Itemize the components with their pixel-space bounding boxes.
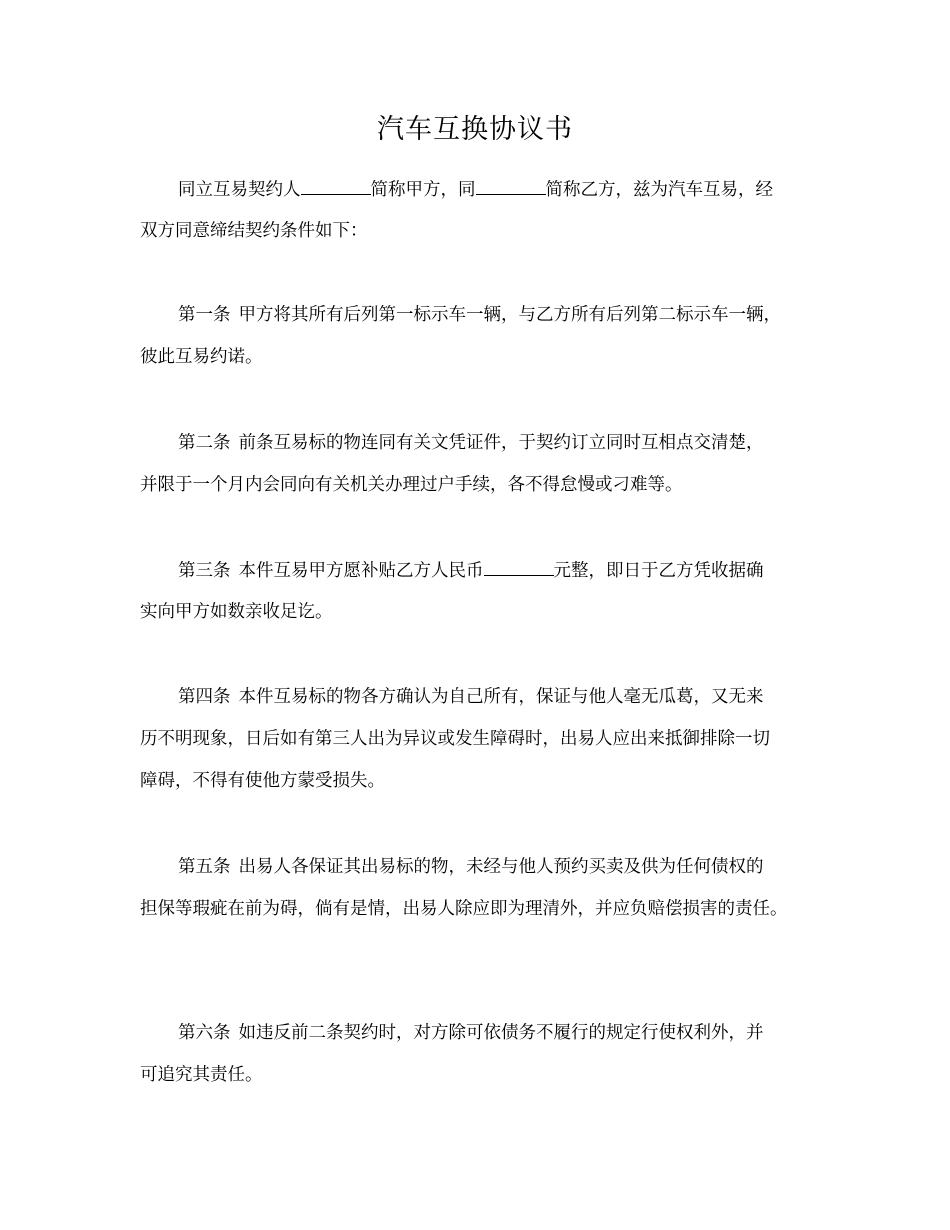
intro-line-2: 双方同意缔结契约条件如下： [140,221,368,241]
article-5-line-2: 担保等瑕疵在前为碍，倘有是情，出易人除应即为理清外，并应负赔偿损害的责任。 [140,899,788,919]
article-4-line-3: 障碍，不得有使他方蒙受损失。 [140,771,385,791]
article-1-line-2: 彼此互易约诺。 [140,347,263,367]
article-3-text-2: 元整，即日于乙方凭收据确 [553,561,764,581]
article-5-text: 出易人各保证其出易标的物，未经与他人预约买卖及供为任何债权的 [238,857,764,877]
intro-text-1: 同立互易契约人 [178,180,301,200]
article-3-line-1 [178,558,764,583]
article-2-heading: 第二条 [178,433,231,453]
article-6-line-1 [178,1021,764,1045]
party-a-blank[interactable] [301,177,371,195]
article-4-heading: 第四条 [178,687,231,707]
article-6-heading: 第六条 [178,1023,231,1043]
intro-line-1 [178,177,773,202]
article-3-text-1: 本件互易甲方愿补贴乙方人民币 [238,561,484,581]
article-3-heading: 第三条 [178,561,231,581]
article-4-line-2: 历不明现象，日后如有第三人出为异议或发生障碍时，出易人应出来抵御排除一切 [140,729,770,749]
article-1-text: 甲方将其所有后列第一标示车一辆，与乙方所有后列第二标示车一辆， [238,305,781,325]
article-5-line-1 [178,855,764,879]
article-5-heading: 第五条 [178,857,231,877]
article-3-line-2: 实向甲方如数亲收足讫。 [140,602,333,622]
article-6-line-2: 可追究其责任。 [140,1065,263,1085]
article-2-line-2: 并限于一个月内会同向有关机关办理过户手续，各不得怠慢或刁难等。 [140,475,683,495]
article-2-text: 前条互易标的物连同有关文凭证件，于契约订立同时互相点交清楚， [238,433,764,453]
party-b-blank[interactable] [476,177,546,195]
intro-text-3: 简称乙方，兹为汽车互易，经 [545,180,773,200]
article-6-text: 如违反前二条契约时，对方除可依债务不履行的规定行使权利外，并 [238,1023,764,1043]
article-1-heading: 第一条 [178,305,231,325]
article-2-line-1 [178,431,764,455]
article-1-line-1 [178,303,781,327]
intro-text-2: 简称甲方，同 [370,180,476,200]
amount-blank[interactable] [484,558,554,576]
article-4-line-1 [178,685,764,709]
document-title: 汽车互换协议书 [377,114,573,145]
article-4-text: 本件互易标的物各方确认为自己所有，保证与他人毫无瓜葛，又无来 [238,687,764,707]
